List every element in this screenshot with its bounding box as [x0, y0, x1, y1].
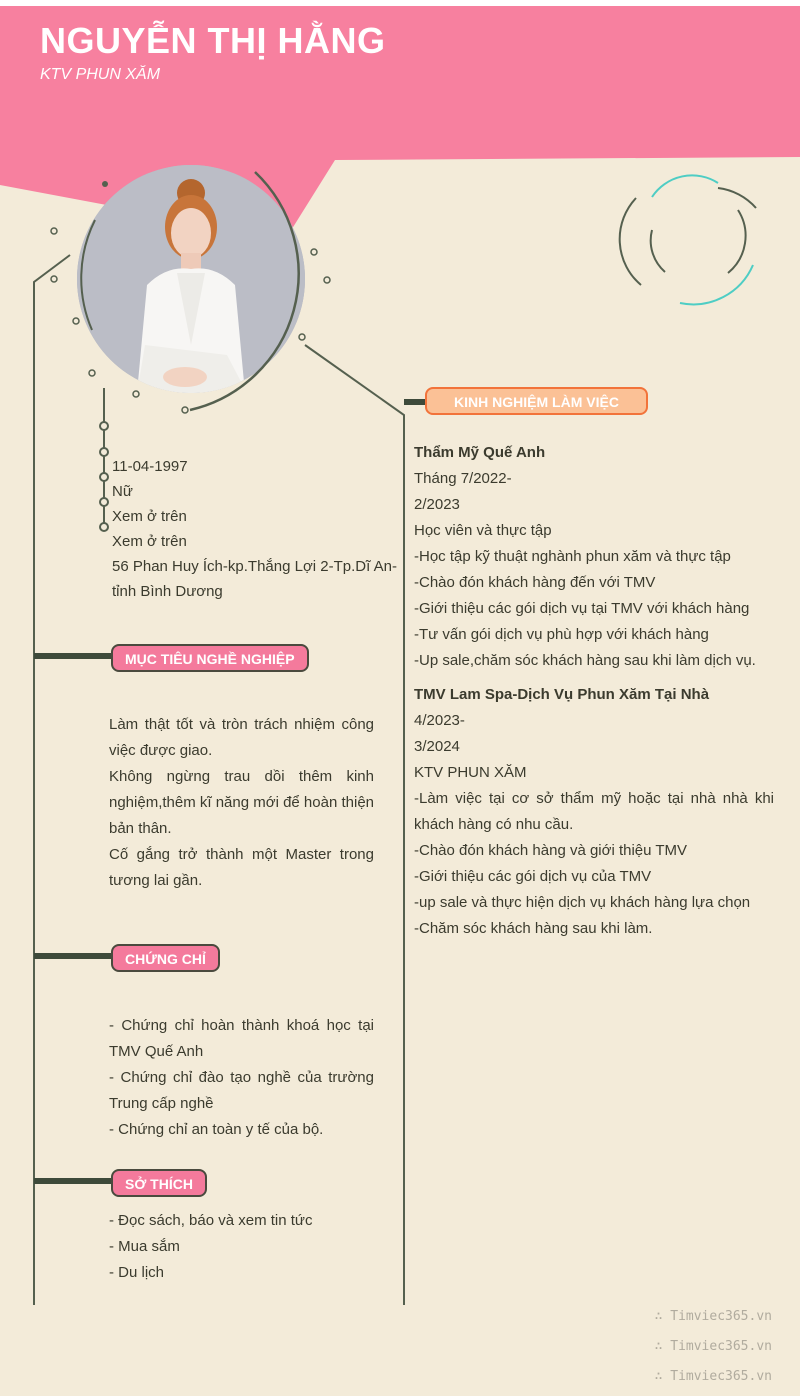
- hobby-line: - Mua sắm: [109, 1238, 180, 1255]
- phone: Xem ở trên: [112, 508, 187, 525]
- objective-line: Cố gắng trở thành một Master trong tương lai gần.: [109, 846, 374, 889]
- job-company: TMV Lam Spa-Dịch Vụ Phun Xăm Tại Nhà: [414, 686, 710, 703]
- job-detail: -Làm việc tại cơ sở thẩm mỹ hoặc tại nhà nhà khi khách hàng có nhu cầu.: [414, 790, 774, 833]
- job-start: Tháng 7/2022-: [414, 470, 512, 487]
- hobby-line: - Đọc sách, báo và xem tin tức: [109, 1212, 313, 1229]
- certificate-line: - Chứng chỉ đào tạo nghề của trường Trung cấp nghề: [109, 1069, 374, 1112]
- profile-photo: [77, 165, 305, 393]
- job-1: [414, 440, 774, 674]
- job-detail: -Giới thiệu các gói dịch vụ tại TMV với khách hàng: [414, 600, 750, 617]
- job-detail: -Giới thiệu các gói dịch vụ của TMV: [414, 868, 652, 885]
- section-title-hobbies: SỞ THÍCH: [111, 1169, 207, 1197]
- job-end: 2/2023: [414, 496, 460, 513]
- job-position: KTV PHUN XĂM: [414, 764, 527, 781]
- job-detail: -Tư vấn gói dịch vụ phù hợp với khách hàng: [414, 626, 709, 643]
- job-detail: -Up sale,chăm sóc khách hàng sau khi làm dịch vụ.: [414, 652, 756, 669]
- hobbies-text: [109, 1208, 374, 1286]
- objective-text: [109, 712, 374, 894]
- job-start: 4/2023-: [414, 712, 465, 729]
- candidate-role: KTV PHUN XĂM: [40, 66, 161, 83]
- certificate-line: - Chứng chỉ an toàn y tế của bộ.: [109, 1121, 324, 1138]
- section-bar-certificates: [34, 953, 112, 959]
- email: Xem ở trên: [112, 533, 187, 550]
- job-2: [414, 682, 774, 942]
- section-bar-objective: [34, 653, 112, 659]
- job-end: 3/2024: [414, 738, 460, 755]
- section-bar-experience: [404, 399, 426, 405]
- job-company: Thẩm Mỹ Quế Anh: [414, 444, 546, 461]
- job-detail: -Học tập kỹ thuật nghành phun xăm và thực tập: [414, 548, 731, 565]
- watermark: ∴ Timviec365.vn: [654, 1369, 772, 1384]
- personal-info: [112, 454, 397, 604]
- section-title-objective: MỤC TIÊU NGHỀ NGHIỆP: [111, 644, 309, 672]
- job-detail: -Chăm sóc khách hàng sau khi làm.: [414, 920, 653, 937]
- objective-line: Không ngừng trau dồi thêm kinh nghiệm,thêm kĩ năng mới để hoàn thiện bản thân.: [109, 768, 374, 837]
- hobby-line: - Du lịch: [109, 1264, 165, 1281]
- watermark: ∴ Timviec365.vn: [654, 1309, 772, 1324]
- avatar: [77, 165, 305, 393]
- certificate-line: - Chứng chỉ hoàn thành khoá học tại TMV Quế Anh: [109, 1017, 374, 1060]
- objective-line: Làm thật tốt và tròn trách nhiệm công việc được giao.: [109, 716, 374, 759]
- gender: Nữ: [112, 483, 133, 500]
- job-detail: -up sale và thực hiện dịch vụ khách hàng lựa chọn: [414, 894, 751, 911]
- job-detail: -Chào đón khách hàng đến với TMV: [414, 574, 656, 591]
- job-detail: -Chào đón khách hàng và giới thiệu TMV: [414, 842, 688, 859]
- certificates-text: [109, 1013, 374, 1143]
- address: 56 Phan Huy Ích-kp.Thắng Lợi 2-Tp.Dĩ An-tỉnh Bình Dương: [112, 558, 397, 600]
- job-position: Học viên và thực tập: [414, 522, 552, 539]
- candidate-name: NGUYỄN THỊ HẰNG: [40, 20, 386, 61]
- section-title-certificates: CHỨNG CHỈ: [111, 944, 220, 972]
- watermark: ∴ Timviec365.vn: [654, 1339, 772, 1354]
- birthdate: 11-04-1997: [112, 458, 188, 475]
- section-bar-hobbies: [34, 1178, 112, 1184]
- section-title-experience: KINH NGHIỆM LÀM VIỆC: [425, 387, 648, 415]
